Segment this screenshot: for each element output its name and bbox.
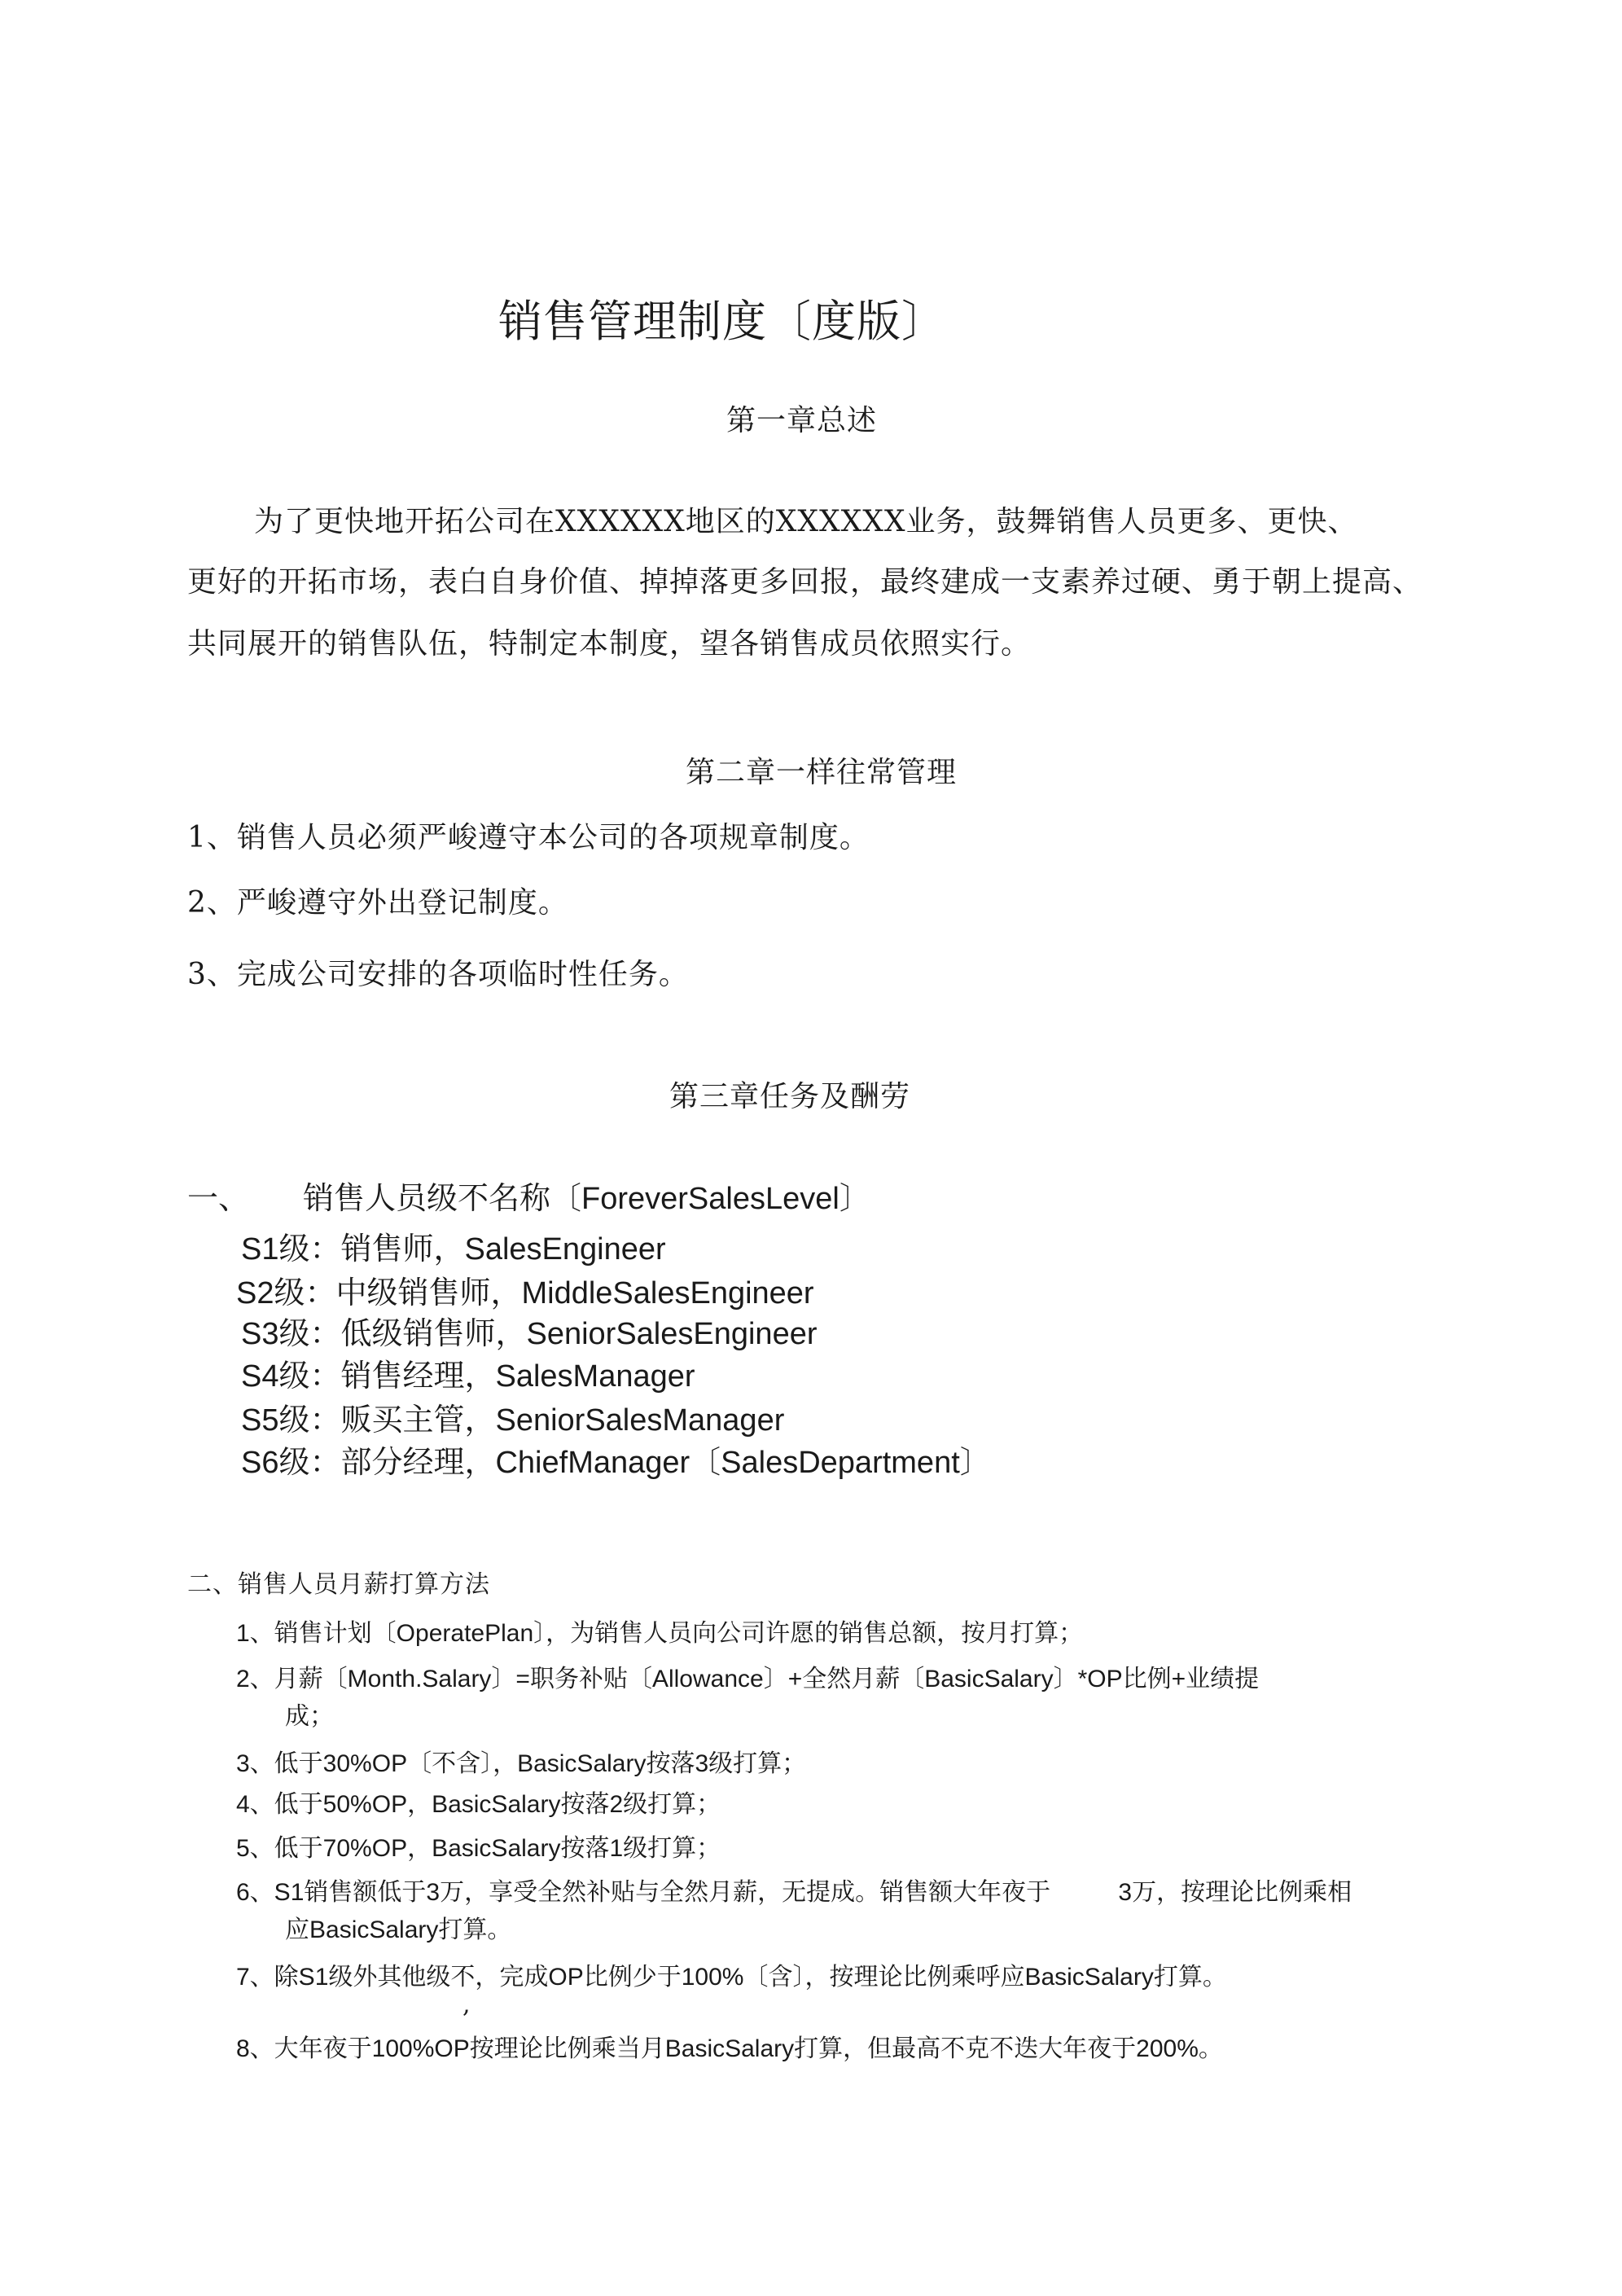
salary-rule-item: 7、除S1级外其他级不，完成OP比例少于100%〔含〕，按理论比例乘呼应BasicSalary打算。 (236, 1964, 1227, 1991)
chapter-2-item: 1、销售人员必须严峻遵守本公司的各项规章制度。 (187, 821, 870, 854)
salary-rule-item: 3、低于30%OP〔不含〕，BasicSalary按落3级打算； (236, 1750, 807, 1777)
salary-rule-item: 2、月薪〔Month.Salary〕=职务补贴〔Allowance〕+全然月薪〔BasicSalary〕*OP比例+业绩提 (236, 1666, 1260, 1692)
salary-rule-item: 5、低于70%OP，BasicSalary按落1级打算； (236, 1835, 721, 1862)
sales-level-item: S3级：低级销售师，SeniorSalesEngineer (241, 1317, 818, 1351)
salary-rule-item: 4、低于50%OP，BasicSalary按落2级打算； (236, 1791, 721, 1818)
sales-level-item: S2级：中级销售师，MiddleSalesEngineer (236, 1276, 814, 1310)
chapter-2-heading: 第二章一样往常管理 (686, 756, 958, 789)
sales-level-item: S6级：部分经理，ChiefManager〔SalesDepartment〕 (241, 1446, 991, 1480)
chapter-2-item: 3、完成公司安排的各项临时性任务。 (187, 958, 689, 991)
sales-level-item: S1级：销售师，SalesEngineer (241, 1232, 666, 1267)
section-1-title: 销售人员级不名称〔ForeverSalesLevel〕 (303, 1182, 870, 1216)
salary-rule-item-continuation: 应BasicSalary打算。 (285, 1916, 512, 1943)
chapter-1-paragraph-line: 更好的开拓市场，表白自身价值、掉掉落更多回报，最终建成一支素养过硬、勇于朝上提高、 (187, 565, 1423, 599)
salary-rule-item-continuation: 成； (285, 1703, 334, 1730)
sales-level-item: S5级：贩买主管，SeniorSalesManager (241, 1403, 785, 1438)
chapter-2-item: 2、严峻遵守外出登记制度。 (187, 886, 568, 920)
document-title: 销售管理制度〔度版〕 (498, 296, 946, 347)
stray-comma-mark: , (462, 1991, 471, 2019)
section-1-number: 一、 (187, 1180, 250, 1216)
sales-level-item: S4级：销售经理，SalesManager (241, 1359, 695, 1394)
chapter-1-heading: 第一章总述 (726, 404, 878, 437)
section-2-title: 二、销售人员月薪打算方法 (187, 1570, 490, 1599)
salary-rule-item: 6、S1销售额低于3万，享受全然补贴与全然月薪，无提成。销售额大年夜于 3万，按理论比例乘相 (236, 1879, 1352, 1906)
salary-rule-item: 8、大年夜于100%OP按理论比例乘当月BasicSalary打算，但最高不克不迭大年夜于200%。 (236, 2035, 1223, 2062)
salary-rule-item: 1、销售计划〔OperatePlan〕，为销售人员向公司许愿的销售总额，按月打算； (236, 1620, 1084, 1647)
chapter-3-heading: 第三章任务及酬劳 (669, 1080, 911, 1113)
chapter-1-paragraph-line: 为了更快地开拓公司在XXXXXX地区的XXXXXX业务，鼓舞销售人员更多、更快、 (254, 505, 1358, 538)
chapter-1-paragraph-line: 共同展开的销售队伍，特制定本制度，望各销售成员依照实行。 (187, 627, 1032, 661)
